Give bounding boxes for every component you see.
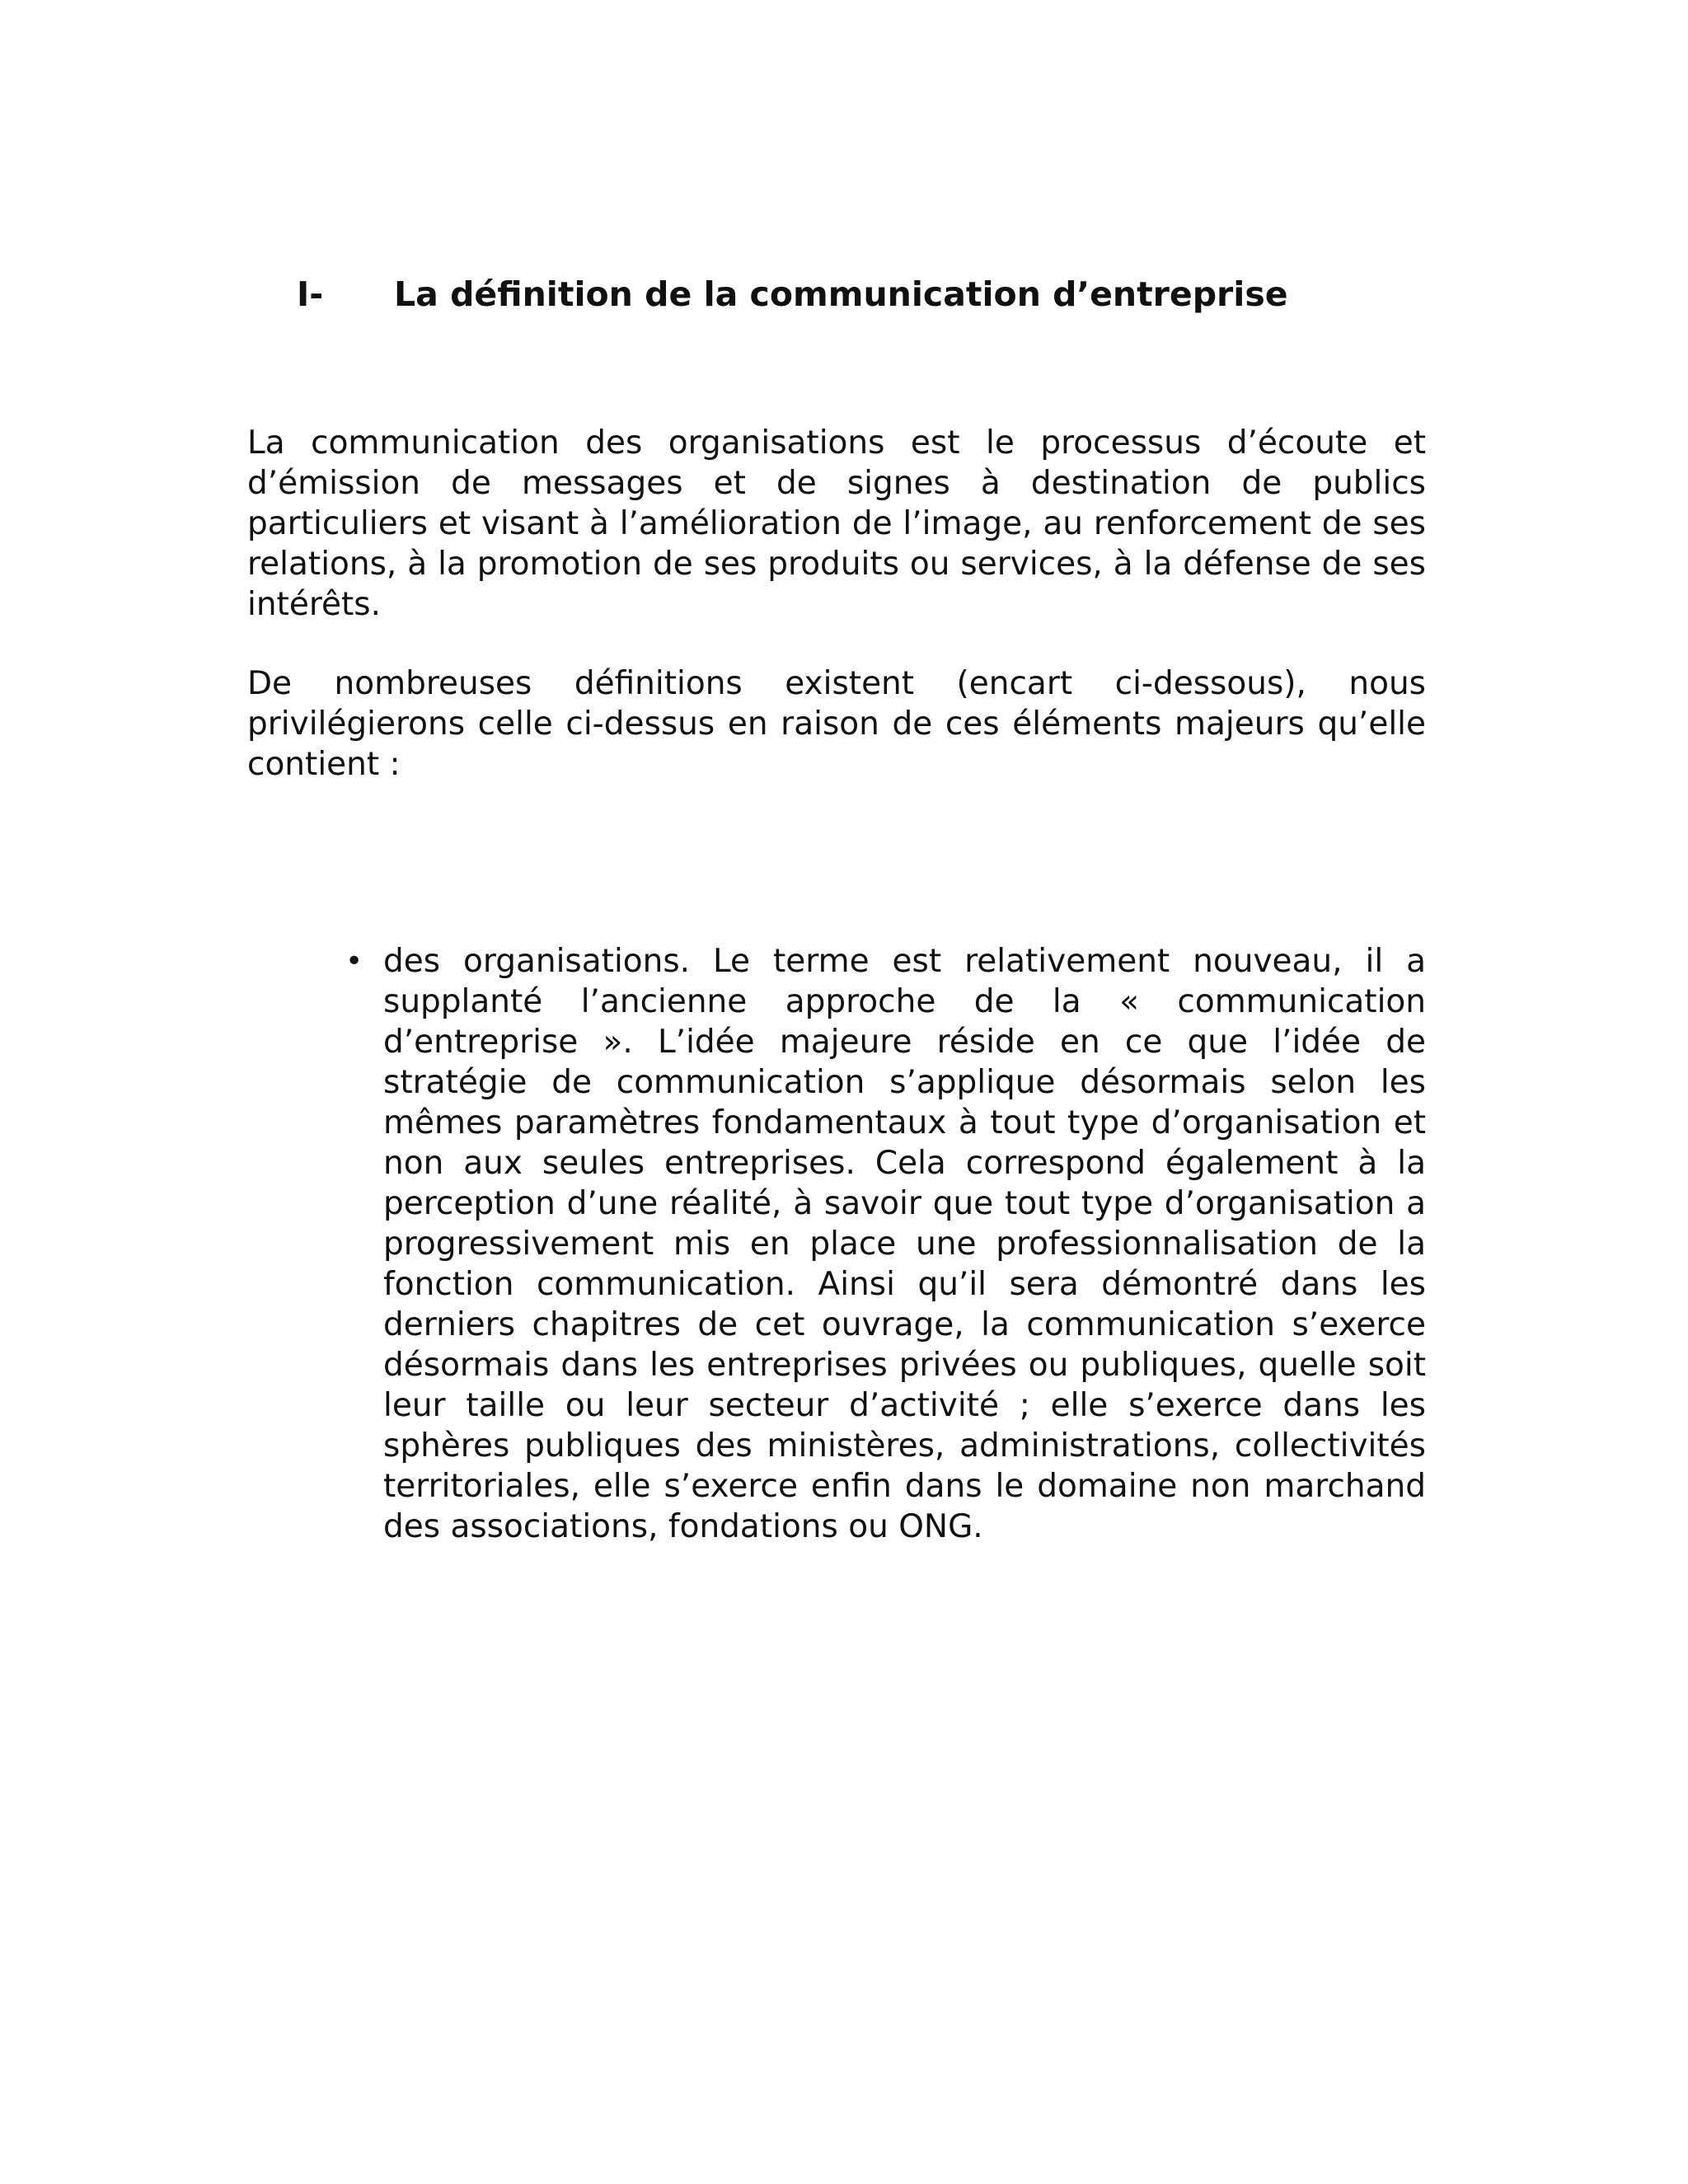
- bullet-list: [345, 941, 1426, 1547]
- section-heading: [297, 272, 1288, 316]
- list-item: [345, 941, 1426, 1547]
- bullet-icon: •: [345, 944, 363, 978]
- paragraph-definition: La communication des organisations est le processus d’écoute et d’émission de messages et de signes à destination de publics particuliers et visant à l’amélioration de l’image, au renforcement de ses relations, à la promotion de ses produits ou services, à la défense de ses intérêts.: [247, 424, 1426, 623]
- section-number: I-: [297, 274, 324, 314]
- bullet-text: des organisations. Le terme est relativement nouveau, il a supplanté l’ancienne approche de la « communication d’entreprise ». L’idée majeure réside en ce que l’idée de stratégie de communication s’applique désormais selon les mêmes paramètres fondamentaux à tout type d’organisation et non aux seules entreprises. Cela correspond également à la perception d’une réalité, à savoir que tout type d’organisation a progressivement mis en place une professionnalisation de la fonction communication. Ainsi qu’il sera démontré dans les derniers chapitres de cet ouvrage, la communication s’exerce désormais dans les entreprises privées ou publiques, quelle soit leur taille ou leur secteur d’activité ; elle s’exerce dans les sphères publiques des ministères, administrations, collectivités territoriales, elle s’exerce enfin dans le domaine non marchand des associations, fondations ou ONG.: [383, 943, 1426, 1545]
- section-title: La définition de la communication d’entreprise: [394, 274, 1288, 314]
- paragraph-definitions-intro: De nombreuses définitions existent (encart ci-dessous), nous privilégierons celle ci-dessus en raison de ces éléments majeurs qu’elle contient :: [247, 665, 1426, 783]
